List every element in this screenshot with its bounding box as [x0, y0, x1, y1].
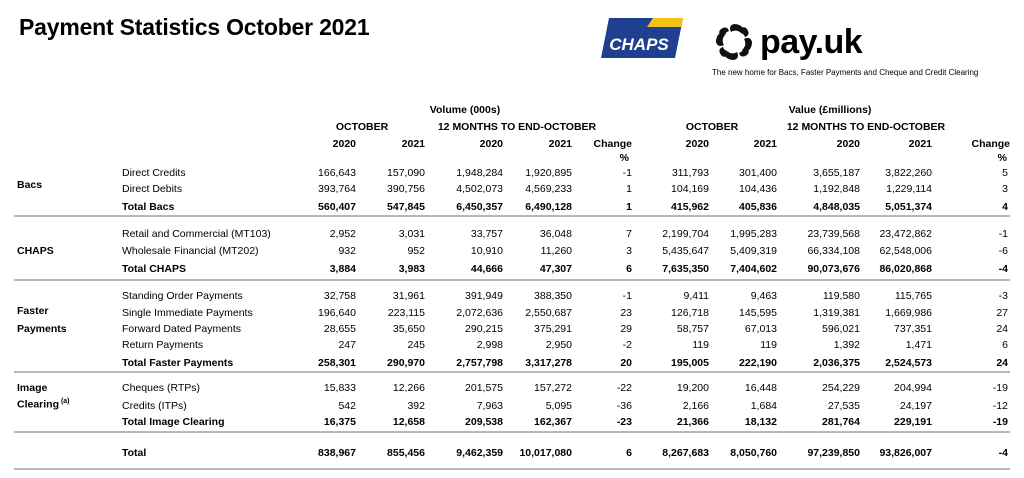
value-cell: 3,317,278	[525, 357, 572, 369]
value-cell: 2,998	[476, 339, 503, 351]
value-cell: 838,967	[318, 447, 356, 459]
row-label: Credits (ITPs)	[122, 400, 187, 412]
tagline: The new home for Bacs, Faster Payments and Cheque and Credit Clearing	[712, 68, 979, 77]
value-cell: 392	[407, 400, 425, 412]
twelve-months-header: 12 MONTHS TO END-OCTOBER	[437, 121, 597, 133]
change-cell: -2	[622, 339, 632, 351]
volume-header: Volume (000s)	[429, 104, 501, 116]
change-cell: -1	[998, 228, 1008, 240]
value-cell: 301,400	[739, 167, 777, 179]
row-label: Cheques (RTPs)	[122, 382, 201, 394]
value-cell: 16,375	[323, 416, 356, 428]
change-cell: -36	[616, 400, 632, 412]
value-cell: 542	[338, 400, 356, 412]
value-cell: 415,962	[671, 201, 709, 213]
value-cell: 2,199,704	[662, 228, 709, 240]
value-cell: 5,435,647	[662, 245, 709, 257]
year-header: 2020	[479, 138, 503, 150]
value-cell: 104,436	[739, 183, 777, 195]
value-cell: 104,169	[671, 183, 709, 195]
value-cell: 67,013	[744, 323, 777, 335]
value-cell: 4,848,035	[813, 201, 860, 213]
change-cell: 7	[626, 228, 632, 240]
value-cell: 229,191	[894, 416, 932, 428]
change-cell: -19	[992, 416, 1008, 428]
payuk-swirl-icon	[712, 20, 756, 64]
value-cell: 35,650	[392, 323, 425, 335]
year-header: 2020	[685, 138, 709, 150]
category-label: Clearing $^{(a)}$	[17, 398, 70, 411]
value-cell: 737,351	[894, 323, 932, 335]
value-cell: 162,367	[534, 416, 572, 428]
value-cell: 16,448	[744, 382, 777, 394]
value-cell: 9,411	[683, 290, 709, 302]
change-cell: 1	[626, 201, 632, 213]
value-cell: 4,569,233	[525, 183, 572, 195]
value-cell: 388,350	[534, 290, 572, 302]
value-cell: 290,215	[465, 323, 503, 335]
change-cell: 3	[1002, 183, 1008, 195]
change-cell: -19	[992, 382, 1008, 394]
category-label: Payments	[17, 323, 67, 335]
value-cell: 5,409,319	[730, 245, 777, 257]
row-label: Return Payments	[122, 339, 204, 351]
value-cell: 2,036,375	[813, 357, 860, 369]
total-label: Total Faster Payments	[122, 357, 234, 369]
payuk-logo-text: pay.uk	[760, 22, 863, 61]
row-label: Wholesale Financial (MT202)	[122, 245, 259, 257]
value-cell: 23,472,862	[879, 228, 932, 240]
value-cell: 9,463	[750, 290, 777, 302]
value-cell: 62,548,006	[879, 245, 932, 257]
value-cell: 245	[407, 339, 425, 351]
change-cell: 6	[1002, 339, 1008, 351]
change-cell: 5	[1002, 167, 1008, 179]
value-cell: 3,655,187	[813, 167, 860, 179]
value-cell: 8,267,683	[662, 447, 709, 459]
value-cell: 5,051,374	[885, 201, 932, 213]
value-cell: 8,050,760	[730, 447, 777, 459]
year-header: 2021	[401, 138, 425, 150]
value-cell: 2,072,636	[456, 307, 503, 319]
value-cell: 12,266	[392, 382, 425, 394]
value-cell: 393,764	[318, 183, 356, 195]
value-cell: 1,392	[833, 339, 860, 351]
change-cell: 29	[620, 323, 632, 335]
value-cell: 201,575	[465, 382, 503, 394]
value-cell: 281,764	[822, 416, 860, 428]
value-cell: 93,826,007	[879, 447, 932, 459]
row-label: Direct Credits	[122, 167, 186, 179]
value-cell: 166,643	[318, 167, 356, 179]
twelve-months-header: 12 MONTHS TO END-OCTOBER	[786, 121, 946, 133]
value-cell: 2,524,573	[885, 357, 932, 369]
value-cell: 596,021	[822, 323, 860, 335]
value-cell: 405,836	[739, 201, 777, 213]
value-cell: 4,502,073	[456, 183, 503, 195]
value-cell: 58,757	[676, 323, 709, 335]
value-cell: 119	[692, 339, 709, 351]
value-cell: 126,718	[671, 307, 709, 319]
value-cell: 47,307	[539, 263, 572, 275]
change-cell: -4	[998, 263, 1008, 275]
value-cell: 5,095	[545, 400, 572, 412]
value-cell: 12,658	[392, 416, 425, 428]
year-header: 2021	[548, 138, 572, 150]
change-cell: -1	[622, 290, 632, 302]
value-cell: 10,910	[470, 245, 503, 257]
change-header: Change	[971, 138, 1010, 150]
value-cell: 119,580	[822, 290, 860, 302]
value-cell: 1,319,381	[813, 307, 860, 319]
value-cell: 21,366	[676, 416, 709, 428]
chaps-logo-text: CHAPS	[609, 35, 669, 54]
year-header: 2021	[908, 138, 932, 150]
row-label: Standing Order Payments	[122, 290, 243, 302]
year-header: 2020	[332, 138, 356, 150]
value-cell: 7,635,350	[662, 263, 709, 275]
value-cell: 24,197	[899, 400, 932, 412]
value-cell: 390,756	[387, 183, 425, 195]
value-cell: 44,666	[470, 263, 503, 275]
value-cell: 19,200	[676, 382, 709, 394]
change-cell: 24	[996, 357, 1008, 369]
value-cell: 196,640	[318, 307, 356, 319]
category-label: Image	[17, 382, 48, 394]
value-cell: 7,963	[476, 400, 503, 412]
value-cell: 115,765	[894, 290, 932, 302]
footnote-marker: (a)	[59, 398, 70, 405]
divider	[14, 279, 1010, 281]
divider	[14, 431, 1010, 433]
year-header: 2020	[836, 138, 860, 150]
value-cell: 258,301	[318, 357, 356, 369]
change-cell: -4	[998, 447, 1008, 459]
chaps-logo	[601, 18, 683, 58]
value-cell: 1,995,283	[730, 228, 777, 240]
change-cell: 23	[620, 307, 632, 319]
value-cell: 2,757,798	[456, 357, 503, 369]
value-cell: 2,550,687	[525, 307, 572, 319]
value-cell: 2,952	[329, 228, 356, 240]
value-cell: 223,115	[387, 307, 425, 319]
value-cell: 145,595	[739, 307, 777, 319]
october-header: OCTOBER	[335, 121, 389, 133]
total-label: Total	[122, 447, 147, 459]
value-cell: 119	[760, 339, 777, 351]
change-cell: 27	[996, 307, 1008, 319]
divider	[14, 371, 1010, 373]
value-cell: 9,462,359	[456, 447, 503, 459]
value-cell: 66,334,108	[807, 245, 860, 257]
change-cell: 6	[626, 447, 632, 459]
year-header: 2021	[753, 138, 777, 150]
row-label: Forward Dated Payments	[122, 323, 242, 335]
value-cell: 3,884	[329, 263, 356, 275]
value-cell: 1,948,284	[456, 167, 503, 179]
value-cell: 10,017,080	[519, 447, 572, 459]
change-cell: 4	[1002, 201, 1008, 213]
value-cell: 222,190	[739, 357, 777, 369]
percent-header: %	[997, 152, 1007, 164]
value-header: Value (£millions)	[788, 104, 872, 116]
value-cell: 86,020,868	[879, 263, 932, 275]
value-cell: 547,845	[387, 201, 425, 213]
value-cell: 1,920,895	[525, 167, 572, 179]
value-cell: 33,757	[470, 228, 503, 240]
change-cell: -23	[616, 416, 632, 428]
category-label: CHAPS	[17, 245, 54, 257]
value-cell: 254,229	[822, 382, 860, 394]
value-cell: 32,758	[323, 290, 356, 302]
row-label: Single Immediate Payments	[122, 307, 253, 319]
value-cell: 1,192,848	[813, 183, 860, 195]
category-label: Bacs	[17, 179, 43, 191]
value-cell: 560,407	[318, 201, 356, 213]
value-cell: 23,739,568	[807, 228, 860, 240]
value-cell: 375,291	[534, 323, 572, 335]
percent-header: %	[619, 152, 629, 164]
change-cell: -22	[616, 382, 632, 394]
value-cell: 28,655	[323, 323, 356, 335]
value-cell: 31,961	[392, 290, 425, 302]
value-cell: 90,073,676	[807, 263, 860, 275]
value-cell: 1,229,114	[886, 183, 932, 195]
value-cell: 6,450,357	[456, 201, 503, 213]
value-cell: 1,669,986	[885, 307, 932, 319]
value-cell: 1,471	[905, 339, 932, 351]
october-header: OCTOBER	[685, 121, 739, 133]
value-cell: 391,949	[465, 290, 503, 302]
change-cell: 3	[626, 245, 632, 257]
value-cell: 18,132	[744, 416, 777, 428]
value-cell: 290,970	[387, 357, 425, 369]
page-title: Payment Statistics October 2021	[19, 14, 370, 40]
value-cell: 247	[338, 339, 356, 351]
change-cell: -1	[622, 167, 632, 179]
value-cell: 157,090	[387, 167, 425, 179]
change-cell: 6	[626, 263, 632, 275]
value-cell: 3,983	[398, 263, 425, 275]
divider	[14, 215, 1010, 217]
value-cell: 11,260	[540, 245, 572, 257]
value-cell: 27,535	[827, 400, 860, 412]
total-label: Total CHAPS	[122, 263, 186, 275]
row-label: Retail and Commercial (MT103)	[122, 228, 271, 240]
value-cell: 7,404,602	[730, 263, 777, 275]
value-cell: 952	[407, 245, 425, 257]
payuk-logo	[712, 20, 862, 64]
value-cell: 2,950	[545, 339, 572, 351]
value-cell: 15,833	[323, 382, 356, 394]
value-cell: 204,994	[894, 382, 932, 394]
value-cell: 36,048	[539, 228, 572, 240]
value-cell: 3,031	[398, 228, 425, 240]
total-label: Total Image Clearing	[122, 416, 225, 428]
value-cell: 1,684	[750, 400, 777, 412]
value-cell: 195,005	[671, 357, 709, 369]
row-label: Direct Debits	[122, 183, 183, 195]
value-cell: 97,239,850	[807, 447, 860, 459]
value-cell: 157,272	[534, 382, 572, 394]
change-cell: -3	[998, 290, 1008, 302]
change-header: Change	[593, 138, 632, 150]
value-cell: 855,456	[387, 447, 425, 459]
value-cell: 2,166	[682, 400, 709, 412]
change-cell: 24	[996, 323, 1008, 335]
change-cell: 20	[620, 357, 632, 369]
value-cell: 932	[338, 245, 356, 257]
value-cell: 3,822,260	[885, 167, 932, 179]
change-cell: 1	[626, 183, 632, 195]
value-cell: 311,793	[671, 167, 709, 179]
value-cell: 6,490,128	[525, 201, 572, 213]
divider	[14, 468, 1010, 470]
change-cell: -12	[992, 400, 1008, 412]
value-cell: 209,538	[465, 416, 503, 428]
change-cell: -6	[998, 245, 1008, 257]
category-label: Faster	[17, 305, 49, 317]
total-label: Total Bacs	[122, 201, 175, 213]
